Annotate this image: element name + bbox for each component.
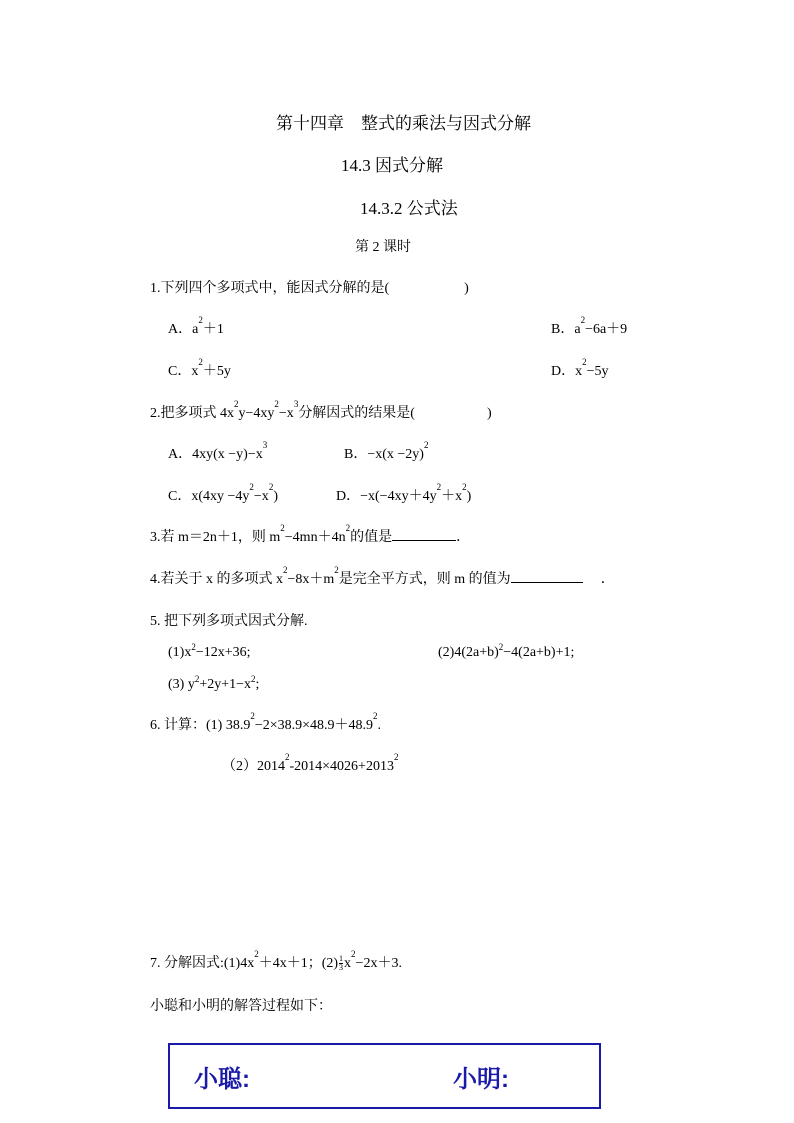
text: 分解因式的结果是( <box>298 406 415 421</box>
q6-stem <box>150 711 382 734</box>
option-label: D． <box>551 364 576 379</box>
text: x(4xy −4y <box>191 489 250 504</box>
exponent: 2 <box>285 752 290 762</box>
option-base: x <box>575 364 583 379</box>
text: −8x＋m <box>287 572 335 587</box>
q7-intro: 小聪和小明的解答过程如下： <box>150 999 332 1014</box>
text: −x <box>253 489 269 504</box>
option-rest: −5y <box>586 364 609 379</box>
exponent: 2 <box>234 399 239 409</box>
option-label: C． <box>168 489 192 504</box>
q7-stem <box>150 949 402 973</box>
exponent: 2 <box>351 949 356 959</box>
text: y−4xy <box>238 406 275 421</box>
text: −4mn＋4n <box>284 530 346 545</box>
option-label: A． <box>168 447 193 462</box>
text: −x(x −2y) <box>367 447 424 462</box>
xiaocong-label: 小聪: <box>194 1066 250 1093</box>
exponent: 2 <box>280 523 285 533</box>
xiaoming-label: 小明: <box>453 1066 509 1093</box>
q1-stem-close: ) <box>464 281 469 296</box>
text: −12x+36; <box>195 645 251 660</box>
text: 6. 计算：(1) 38.9 <box>150 718 251 733</box>
q3-answer-blank[interactable] <box>392 526 456 541</box>
solution-box <box>168 1043 601 1109</box>
text: 4.若关于 x 的多项式 x <box>150 572 283 587</box>
q2-option-d <box>336 482 472 505</box>
text: (2)4(2a+b) <box>438 645 499 660</box>
exponent: 2 <box>393 752 399 762</box>
option-rest: ＋5y <box>202 364 231 379</box>
text: 4xy(x −y)−x <box>192 447 263 462</box>
exponent: 2 <box>194 674 200 684</box>
text: x <box>344 956 352 971</box>
q2-option-c <box>168 482 278 505</box>
option-label: A． <box>168 322 193 337</box>
text: −2x＋3. <box>355 956 402 971</box>
q1-option-b <box>551 315 628 338</box>
text: ＋x <box>441 489 463 504</box>
text: +2y+1−x <box>199 677 252 692</box>
q6-sub2 <box>222 752 399 775</box>
section-title-text: 14.3 因式分解 <box>341 156 443 175</box>
lesson-label: 第 2 课时 <box>355 240 411 255</box>
text: ) <box>466 489 472 504</box>
fraction-numerator: 1 <box>339 954 344 964</box>
text: (1)x <box>168 645 192 660</box>
q1-option-c <box>168 357 231 380</box>
exponent: 2 <box>268 482 274 492</box>
option-rest: ＋1 <box>202 322 224 337</box>
option-label: D． <box>336 489 361 504</box>
text: ． <box>456 530 471 545</box>
text: 是完全平方式，则 m 的值为 <box>338 572 511 587</box>
exponent: 2 <box>462 482 467 492</box>
q2-option-b <box>344 440 429 463</box>
q2-stem-close: ) <box>486 406 492 421</box>
fraction-one-third <box>339 955 343 972</box>
q4-stem <box>150 565 615 588</box>
exponent: 2 <box>436 482 442 492</box>
q2-option-a <box>168 440 268 463</box>
option-rest: −6a＋9 <box>585 322 628 337</box>
text: 2.把多项式 4x <box>150 406 234 421</box>
exponent: 2 <box>191 642 196 652</box>
option-base: a <box>574 322 581 337</box>
subsection-title-text: 14.3.2 公式法 <box>360 199 458 218</box>
exponent: 2 <box>582 357 587 367</box>
q4-answer-blank[interactable] <box>511 568 583 583</box>
text: −4(2a+b)+1; <box>503 645 575 660</box>
q2-stem <box>150 399 492 422</box>
exponent: 2 <box>254 949 259 959</box>
option-base: a <box>192 322 199 337</box>
q1-stem-text: 1.下列四个多项式中，能因式分解的是( <box>150 281 390 296</box>
text: -2014×4026+2013 <box>289 759 394 774</box>
text: （2）2014 <box>222 759 285 774</box>
exponent: 2 <box>198 357 203 367</box>
text: ; <box>255 677 260 692</box>
text: ) <box>273 489 278 504</box>
exponent: 2 <box>274 399 279 409</box>
text: 7. 分解因式:(1)4x <box>150 956 255 971</box>
exponent: 2 <box>198 315 203 325</box>
q5-stem: 5. 把下列多项式因式分解. <box>150 614 308 629</box>
exponent: 2 <box>334 565 339 575</box>
q5-sub1 <box>168 642 251 661</box>
exponent: 2 <box>373 711 378 721</box>
option-base: x <box>191 364 199 379</box>
q3-stem <box>150 523 471 546</box>
chapter-title: 第十四章 整式的乘法与因式分解 <box>276 114 531 133</box>
exponent: 2 <box>580 315 586 325</box>
subsection-title <box>360 194 458 219</box>
exponent: 2 <box>251 674 256 684</box>
q1-option-a <box>168 315 224 338</box>
exponent: 2 <box>249 482 254 492</box>
text: 3.若 m＝2n＋1，则 m <box>150 530 281 545</box>
q5-sub2 <box>438 642 575 661</box>
option-label: B． <box>344 447 368 462</box>
q5-sub3 <box>168 674 260 693</box>
exponent: 2 <box>250 711 255 721</box>
exponent: 3 <box>262 440 268 450</box>
exponent: 2 <box>345 523 351 533</box>
section-title <box>341 151 443 176</box>
text: 的值是 <box>350 530 393 545</box>
text: . <box>377 718 382 733</box>
exponent: 2 <box>283 565 288 575</box>
exponent: 2 <box>498 642 504 652</box>
text: −2×38.9×48.9＋48.9 <box>254 718 374 733</box>
exponent: 3 <box>293 399 299 409</box>
fraction-denominator: 3 <box>339 963 344 973</box>
text: −x <box>278 406 294 421</box>
exponent: 2 <box>423 440 429 450</box>
text: (3) y <box>168 677 195 692</box>
text: −x(−4xy＋4y <box>360 489 437 504</box>
text: ＋4x＋1；(2) <box>258 956 339 971</box>
option-label: B． <box>551 322 575 337</box>
text: ． <box>600 572 615 587</box>
option-label: C． <box>168 364 192 379</box>
q1-stem <box>150 277 469 297</box>
q1-option-d <box>551 357 609 380</box>
